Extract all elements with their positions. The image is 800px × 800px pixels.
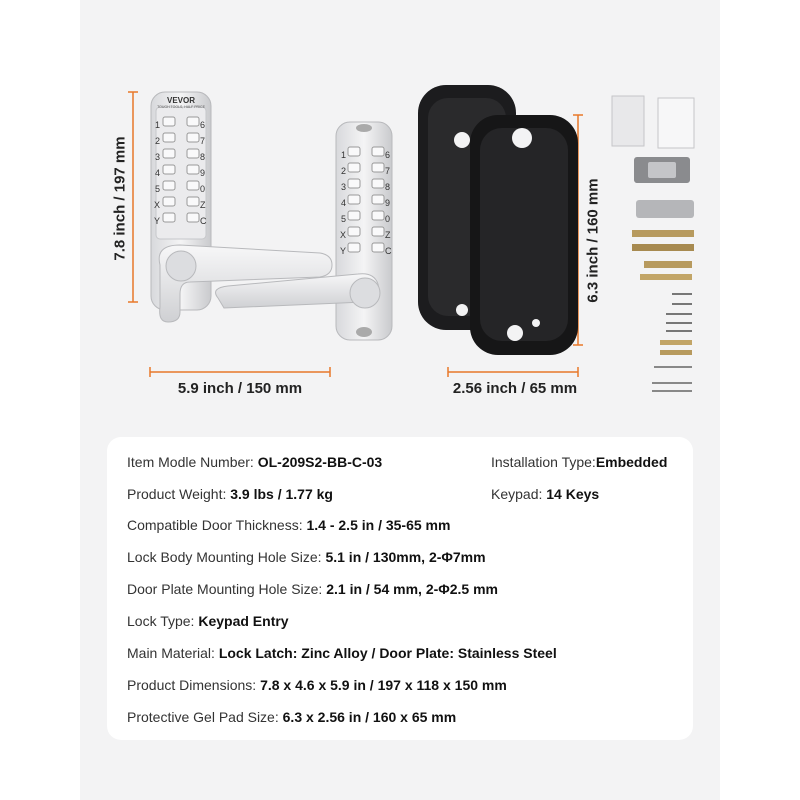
- spec-installation-type: [491, 453, 667, 471]
- key-label: 7: [200, 136, 206, 146]
- key-label: 5: [340, 214, 346, 224]
- key-label: 7: [385, 166, 391, 176]
- spec-value: OL-209S2-BB-C-03: [257, 454, 383, 470]
- key-label: Z: [385, 230, 391, 240]
- gel-pads: [418, 85, 578, 355]
- spec-label: Keypad:: [491, 486, 547, 502]
- spec-value: 2.1 in / 54 mm, 2-Φ2.5 mm: [326, 581, 499, 597]
- spec-label: Product Dimensions:: [127, 677, 261, 693]
- accessories: [612, 96, 694, 391]
- spec-dimensions: [127, 676, 507, 694]
- spec-value: 7.8 x 4.6 x 5.9 in / 197 x 118 x 150 mm: [260, 677, 507, 693]
- spec-gel-pad: [127, 708, 456, 726]
- spec-label: Door Plate Mounting Hole Size:: [127, 581, 327, 597]
- lock-back: [216, 122, 392, 340]
- key-label: Y: [339, 246, 346, 256]
- key-label: 9: [385, 198, 391, 208]
- key-label: 4: [340, 198, 346, 208]
- key-label: 1: [340, 150, 346, 160]
- specifications-card: [107, 437, 693, 740]
- key-label: 3: [154, 152, 160, 162]
- keypad-back-left: [336, 147, 346, 259]
- key-label: C: [385, 246, 392, 256]
- pad-width-dimension-label: 2.56 inch / 65 mm: [452, 380, 578, 397]
- brand-logo: VEVOR TOUGH TOOLS, HALF PRICE: [157, 96, 205, 109]
- key-label: X: [153, 200, 160, 210]
- spec-label: Item Modle Number:: [127, 454, 258, 470]
- spec-value: Embedded: [595, 454, 668, 470]
- keypad-back-right: [385, 147, 395, 259]
- key-label: 0: [200, 184, 206, 194]
- spec-plate-hole: [127, 580, 498, 598]
- width-dimension-label: 5.9 inch / 150 mm: [177, 380, 303, 397]
- keypad-front-right: [200, 117, 210, 229]
- key-label: Y: [153, 216, 160, 226]
- key-label: 2: [154, 136, 160, 146]
- key-label: X: [339, 230, 346, 240]
- key-label: 6: [200, 120, 206, 130]
- key-label: Z: [200, 200, 206, 210]
- spec-label: Compatible Door Thickness:: [127, 517, 307, 533]
- spec-label: Lock Type:: [127, 613, 199, 629]
- key-label: 4: [154, 168, 160, 178]
- key-label: 2: [340, 166, 346, 176]
- spec-lock-hole: [127, 548, 486, 566]
- pad-height-dimension-label: 6.3 inch / 160 mm: [584, 178, 602, 303]
- spec-label: Installation Type:: [491, 454, 596, 470]
- spec-door-thickness: [127, 516, 450, 534]
- spec-model: [127, 453, 382, 471]
- spec-lock-type: [127, 612, 289, 630]
- key-label: 6: [385, 150, 391, 160]
- key-label: 5: [154, 184, 160, 194]
- key-label: 8: [385, 182, 391, 192]
- spec-keypad: [491, 485, 599, 503]
- spec-value: 5.1 in / 130mm, 2-Φ7mm: [325, 549, 486, 565]
- keypad-front-left: [150, 117, 160, 229]
- spec-label: Lock Body Mounting Hole Size:: [127, 549, 326, 565]
- spec-label: Product Weight:: [127, 486, 231, 502]
- spec-label: Main Material:: [127, 645, 219, 661]
- spec-value: 14 Keys: [546, 486, 600, 502]
- key-label: 0: [385, 214, 391, 224]
- height-dimension-label: 7.8 inch / 197 mm: [111, 136, 129, 261]
- spec-value: 1.4 - 2.5 in / 35-65 mm: [306, 517, 451, 533]
- key-label: 1: [154, 120, 160, 130]
- spec-value: Lock Latch: Zinc Alloy / Door Plate: Stainless Steel: [218, 645, 557, 661]
- key-label: 8: [200, 152, 206, 162]
- spec-weight: [127, 485, 333, 503]
- key-label: 9: [200, 168, 206, 178]
- key-label: C: [200, 216, 207, 226]
- spec-value: 6.3 x 2.56 in / 160 x 65 mm: [282, 709, 457, 725]
- key-label: 3: [340, 182, 346, 192]
- spec-value: 3.9 lbs / 1.77 kg: [230, 486, 333, 502]
- spec-material: [127, 644, 557, 662]
- spec-value: Keypad Entry: [198, 613, 289, 629]
- spec-label: Protective Gel Pad Size:: [127, 709, 283, 725]
